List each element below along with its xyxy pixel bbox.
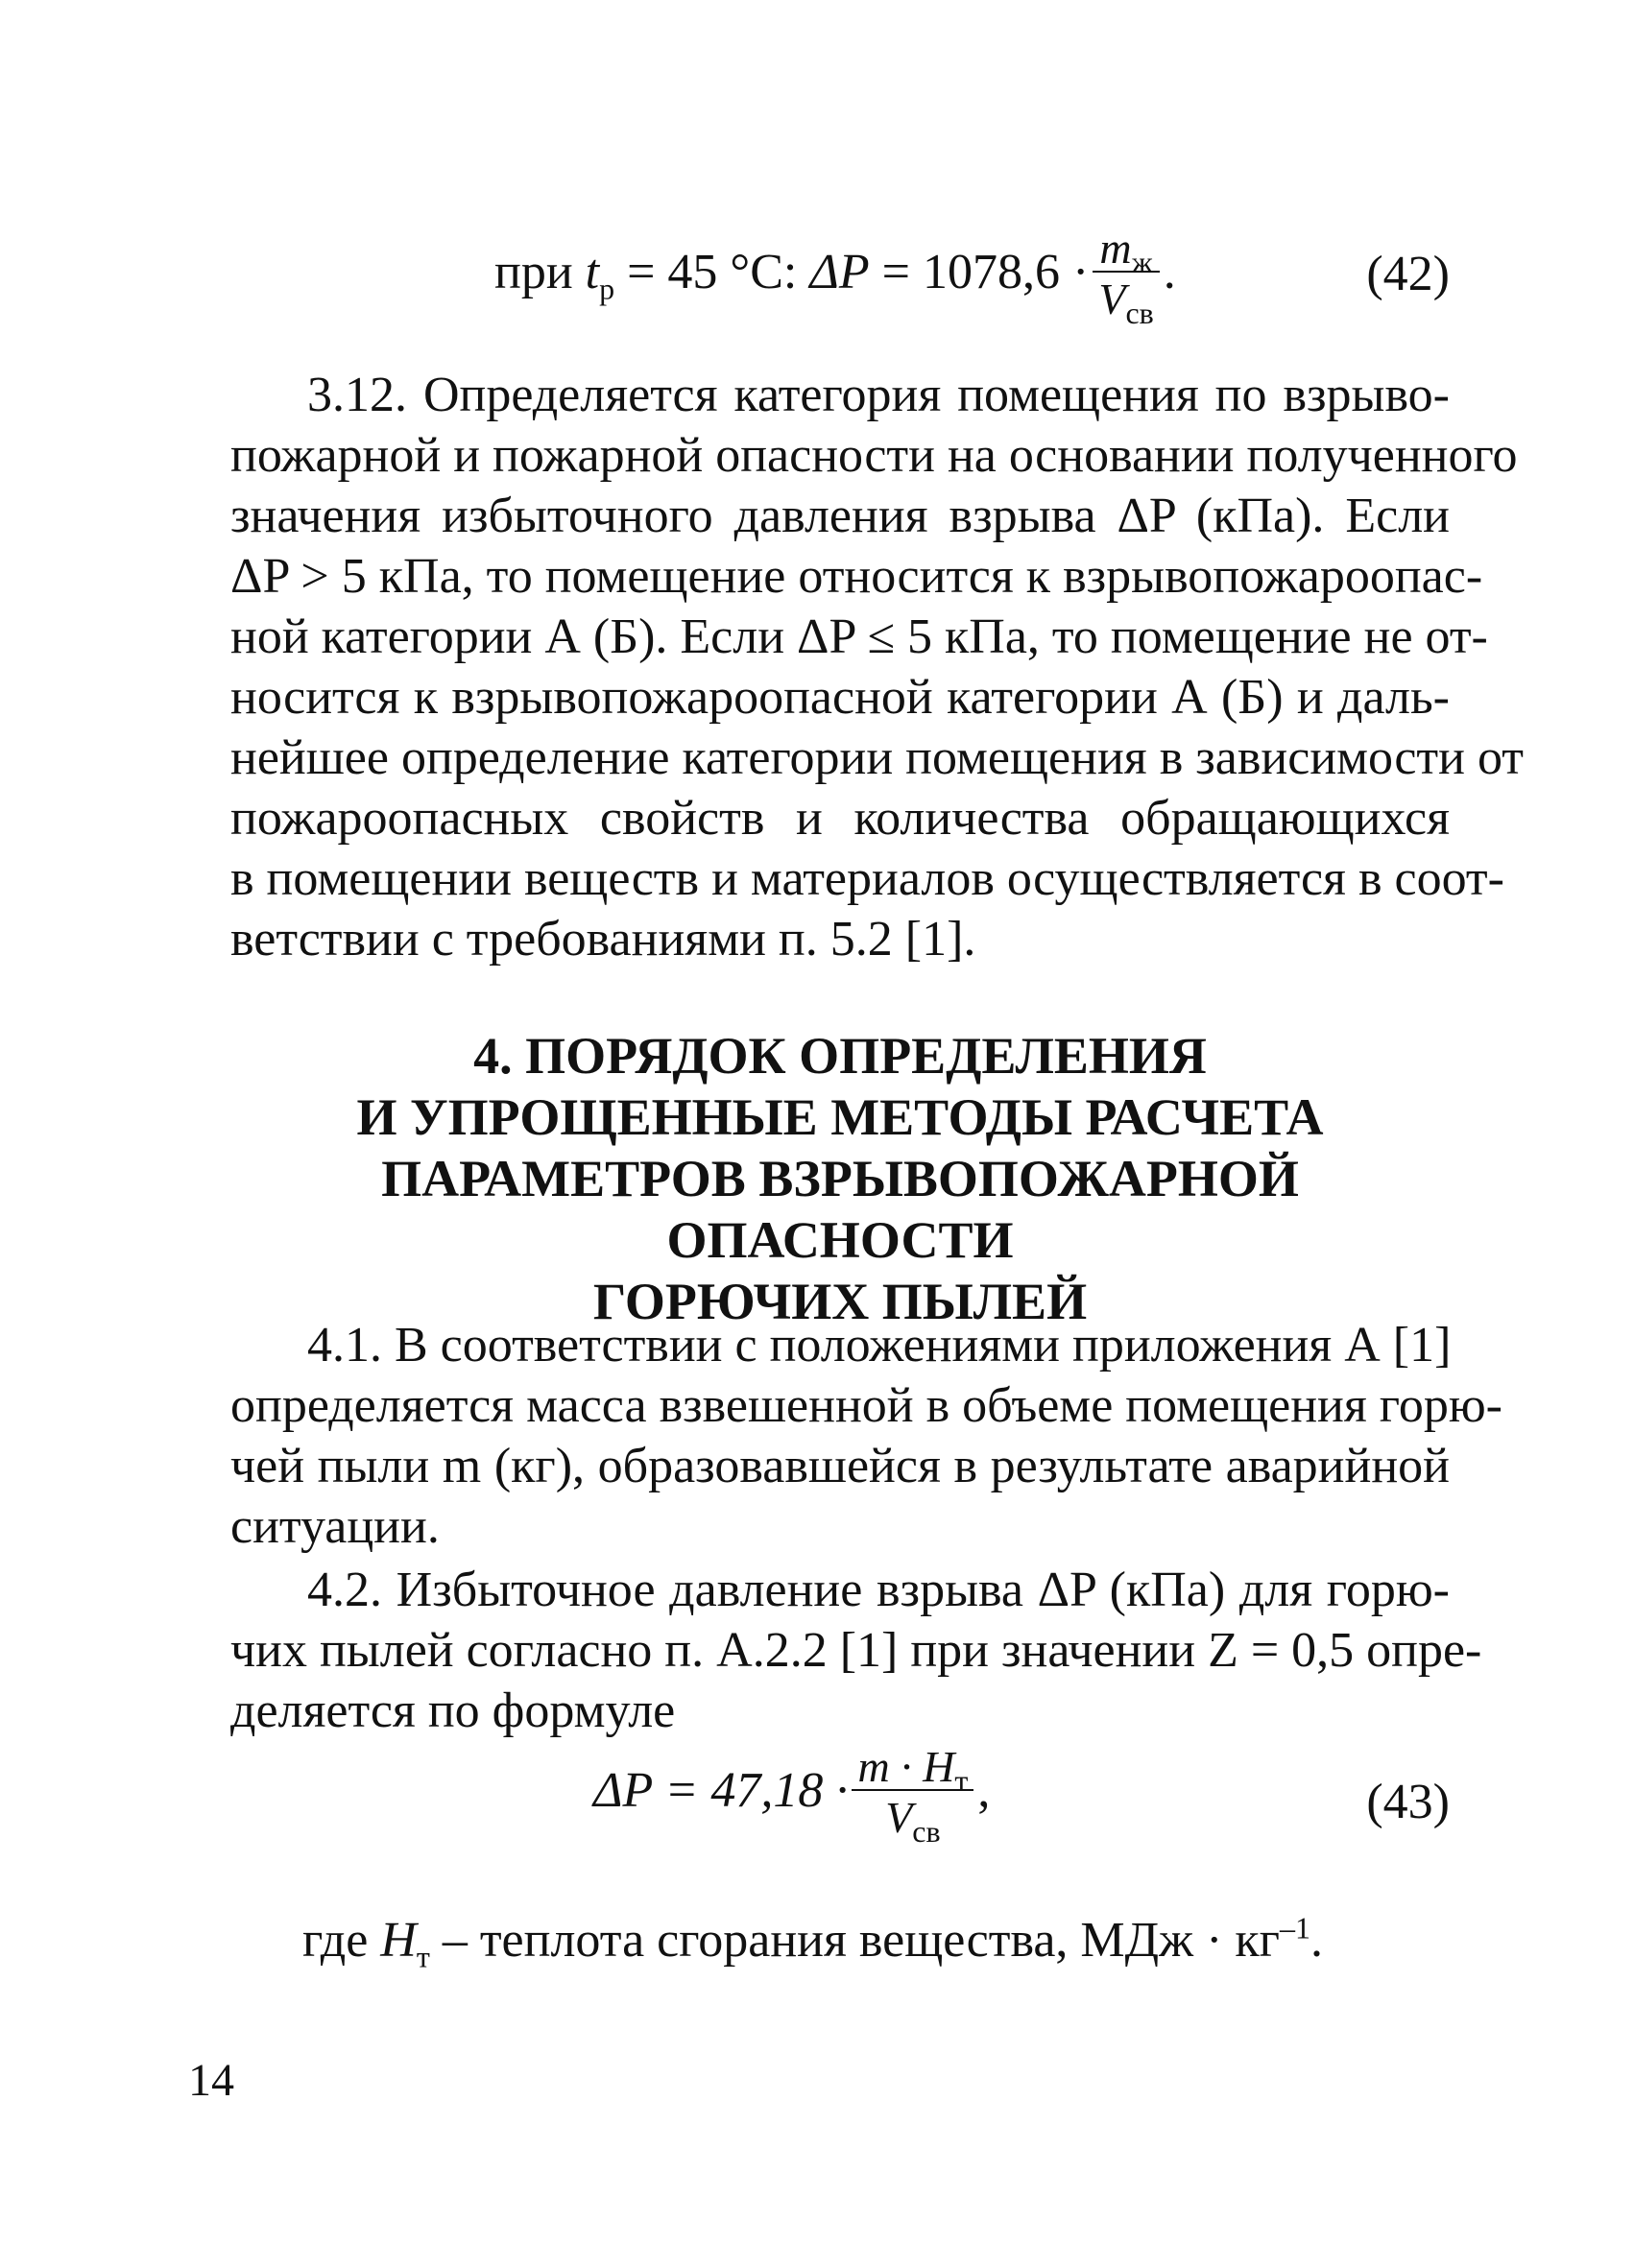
paragraph-line: пожарной и пожарной опасности на основании полученного xyxy=(230,428,1518,483)
formula-42-delta-p: ΔP xyxy=(809,244,870,299)
formula-43-den-sub: св xyxy=(912,1814,941,1850)
paragraph-line: 4.1. В соответствии с положениями приложения А [1] xyxy=(307,1318,1452,1373)
formula-43-expression xyxy=(593,1742,991,1850)
where-text: – теплота сгорания вещества, МДж · кг xyxy=(429,1913,1280,1968)
paragraph-3-12 xyxy=(230,365,1525,969)
formula-42-t-sub: р xyxy=(599,271,615,306)
formula-42-temperature: = 45 °C: xyxy=(614,244,810,299)
paragraph-line: ветствии с требованиями п. 5.2 [1]. xyxy=(230,912,976,967)
formula-43-tail: , xyxy=(977,1762,991,1818)
formula-42-tail: . xyxy=(1163,244,1176,299)
where-h-sub: т xyxy=(416,1939,430,1974)
paragraph-4-1 xyxy=(230,1315,1502,1557)
formula-42-t: t xyxy=(585,244,600,299)
paragraph-line: ной категории А (Б). Если ΔP ≤ 5 кПа, то помещение не от- xyxy=(230,609,1488,664)
formula-42-prefix: при xyxy=(494,244,586,299)
paragraph-line: нейшее определение категории помещения в зависимости от xyxy=(230,730,1525,785)
formula-42 xyxy=(230,224,1450,351)
formula-42-den-v: V xyxy=(1098,275,1126,323)
page-number: 14 xyxy=(188,2055,234,2106)
where-sup: –1 xyxy=(1279,1910,1310,1946)
formula-43-fraction xyxy=(852,1742,973,1850)
paragraph-line: носится к взрывопожароопасной категории А (Б) и даль- xyxy=(230,670,1450,725)
formula-42-numerator xyxy=(1093,224,1159,280)
paragraph-line: деляется по формуле xyxy=(230,1683,676,1738)
paragraph-line: в помещении веществ и материалов осуществляется в соот- xyxy=(230,851,1504,906)
formula-42-expression xyxy=(494,224,1176,331)
formula-43-den-v: V xyxy=(885,1793,913,1842)
formula-42-coefficient: = 1078,6 · xyxy=(869,244,1090,299)
paragraph-line: пожароопасных свойств и количества обращающихся xyxy=(230,791,1450,846)
formula-43-num-text: m · H xyxy=(857,1742,955,1791)
formula-43-num-sub: т xyxy=(954,1763,969,1799)
heading-line: ГОРЮЧИХ ПЫЛЕЙ xyxy=(592,1273,1088,1330)
paragraph-line: чих пылей согласно п. А.2.2 [1] при значении Z = 0,5 опре- xyxy=(230,1623,1482,1678)
where-prefix: где xyxy=(302,1913,381,1968)
where-line xyxy=(230,1910,1450,1974)
formula-43-lhs: ΔP = 47,18 · xyxy=(593,1762,849,1818)
formula-42-denominator xyxy=(1093,273,1159,331)
formula-43-denominator xyxy=(852,1791,973,1850)
where-tail: . xyxy=(1310,1913,1323,1968)
where-clause xyxy=(230,1910,1450,1974)
paragraph-line: ситуации. xyxy=(230,1499,440,1554)
formula-42-fraction xyxy=(1093,224,1159,331)
heading-line: 4. ПОРЯДОК ОПРЕДЕЛЕНИЯ xyxy=(473,1027,1207,1085)
formula-42-den-sub: св xyxy=(1125,296,1154,331)
equation-number-43: (43) xyxy=(1366,1775,1450,1829)
paragraph-4-2 xyxy=(230,1560,1482,1741)
paragraph-line: значения избыточного давления взрыва ΔP (кПа). Если xyxy=(230,489,1450,543)
paragraph-line: ΔP > 5 кПа, то помещение относится к взрывопожароопас- xyxy=(230,549,1483,604)
section-heading xyxy=(230,1025,1450,1332)
equation-number-42: (42) xyxy=(1366,247,1450,301)
formula-43-numerator xyxy=(852,1742,973,1799)
heading-line: И УПРОЩЕННЫЕ МЕТОДЫ РАСЧЕТА xyxy=(356,1088,1324,1146)
formula-42-num-m: m xyxy=(1099,224,1132,273)
paragraph-line: 3.12. Определяется категория помещения по взрыво- xyxy=(307,368,1450,422)
heading-line: ПАРАМЕТРОВ ВЗРЫВОПОЖАРНОЙ ОПАСНОСТИ xyxy=(381,1150,1299,1269)
paragraph-line: определяется масса взвешенной в объеме помещения горю- xyxy=(230,1378,1502,1433)
paragraph-line: чей пыли m (кг), образовавшейся в результате аварийной xyxy=(230,1439,1450,1493)
formula-43 xyxy=(230,1742,1450,1879)
where-h: H xyxy=(380,1913,417,1968)
formula-42-num-sub: ж xyxy=(1131,245,1153,280)
paragraph-line: 4.2. Избыточное давление взрыва ΔP (кПа) для горю- xyxy=(307,1563,1450,1617)
